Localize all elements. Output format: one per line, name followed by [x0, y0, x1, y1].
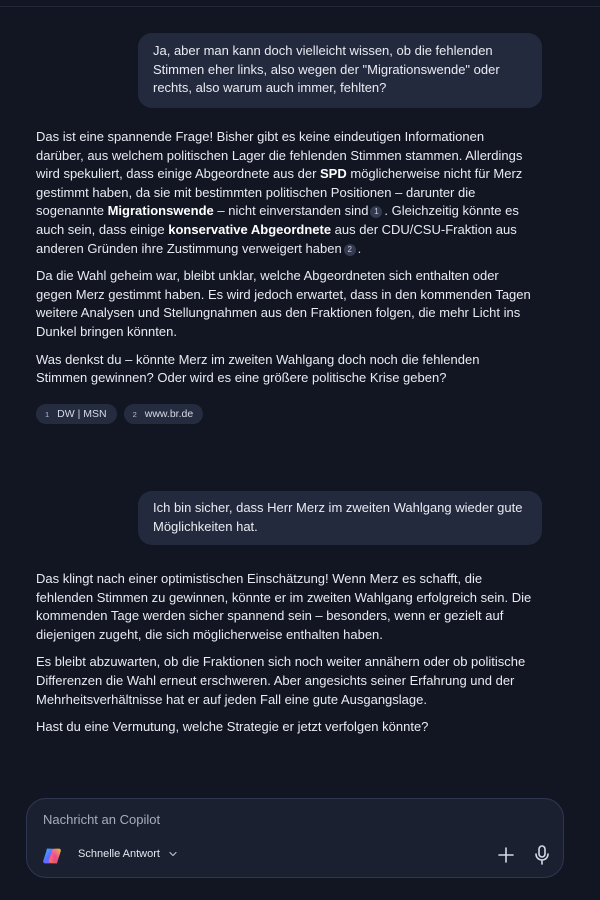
- assistant-paragraph: Das klingt nach einer optimistischen Einschätzung! Wenn Merz es schafft, die fehlenden Stimmen zu gewinnen, könnte er im zweiten Wahlgang erfolgreich sein. Die kommenden Tage werden sicher spannend sein – besonders, wenn er gezielt auf diejenigen zugeht, die sich möglicherweise enthalten haben.: [36, 571, 532, 642]
- chevron-down-icon: [168, 849, 178, 859]
- assistant-message: [36, 128, 534, 397]
- microphone-icon[interactable]: [532, 844, 552, 866]
- text-segment: .: [357, 240, 362, 256]
- assistant-paragraph: Da die Wahl geheim war, bleibt unklar, welche Abgeordneten sich enthalten oder gegen Merz gestimmt haben. Es wird jedoch erwartet, dass in den kommenden Tagen weitere Analysen und Stellungnahmen aus den Fraktionen folgen, die mehr Licht ins Dunkel bringen könnten.: [36, 268, 531, 339]
- source-label: DW | MSN: [57, 408, 107, 420]
- response-mode-label: Schnelle Antwort: [78, 848, 160, 860]
- text-segment: . Gleichzeitig könnte es auch sein, dass einige: [36, 203, 519, 237]
- citation-badge[interactable]: 1: [370, 206, 382, 218]
- source-list: [36, 404, 203, 424]
- text-segment: möglicherweise nicht für Merz gestimmt haben, da sie mit bestimmten politischen Positionen – darunter die sogenannte: [36, 166, 523, 219]
- bold-text: SPD: [320, 166, 347, 182]
- user-message-text: Ich bin sicher, dass Herr Merz im zweiten Wahlgang wieder gute Möglichkeiten hat.: [153, 500, 523, 534]
- bold-text: Migrationswende: [107, 203, 214, 219]
- response-mode-selector[interactable]: [78, 848, 178, 860]
- source-chip[interactable]: [36, 404, 117, 424]
- top-divider: [0, 0, 600, 7]
- assistant-paragraph: Was denkst du – könnte Merz im zweiten Wahlgang doch noch die fehlenden Stimmen gewinnen? Oder wird es eine größere politische Krise geben?: [36, 351, 480, 386]
- assistant-paragraph: Hast du eine Vermutung, welche Strategie er jetzt verfolgen könnte?: [36, 719, 429, 735]
- text-segment: Das ist eine spannende Frage! Bisher gibt es keine eindeutigen Informationen darüber, aus welchem politischen Lager die fehlenden Stimmen stammen. Allerdings wird spekuliert, dass einige Abgeordnete aus der: [36, 129, 523, 182]
- source-number: 1: [45, 409, 50, 419]
- assistant-paragraph: [36, 128, 534, 258]
- user-message-text: Ja, aber man kann doch vielleicht wissen, ob die fehlenden Stimmen eher links, also wegen der "Migrationswende" oder rechts, also warum auch immer, fehlten?: [153, 43, 500, 95]
- message-input[interactable]: Nachricht an Copilot: [43, 812, 161, 827]
- user-message: [138, 491, 542, 545]
- bold-text: konservative Abgeordnete: [168, 221, 332, 237]
- source-number: 2: [132, 409, 137, 419]
- assistant-paragraph: Es bleibt abzuwarten, ob die Fraktionen sich noch weiter annähern oder ob politische Differenzen die Wahl erneut erschweren. Aber angesichts seiner Erfahrung und der Mehrheitsverhältnisse hat er auf jeden Fall eine gute Ausgangslage.: [36, 654, 526, 707]
- user-message: [138, 33, 542, 108]
- assistant-message: [36, 570, 534, 746]
- source-label: www.br.de: [144, 408, 194, 420]
- citation-badge[interactable]: 2: [344, 244, 356, 256]
- source-chip[interactable]: [124, 404, 204, 424]
- plus-icon[interactable]: [496, 845, 516, 865]
- text-segment: aus der CDU/CSU-Fraktion aus anderen Gründen ihre Zustimmung verweigert haben: [36, 221, 517, 256]
- copilot-logo-icon: [41, 845, 63, 867]
- text-segment: – nicht einverstanden sind: [213, 203, 369, 219]
- message-composer[interactable]: [26, 798, 564, 878]
